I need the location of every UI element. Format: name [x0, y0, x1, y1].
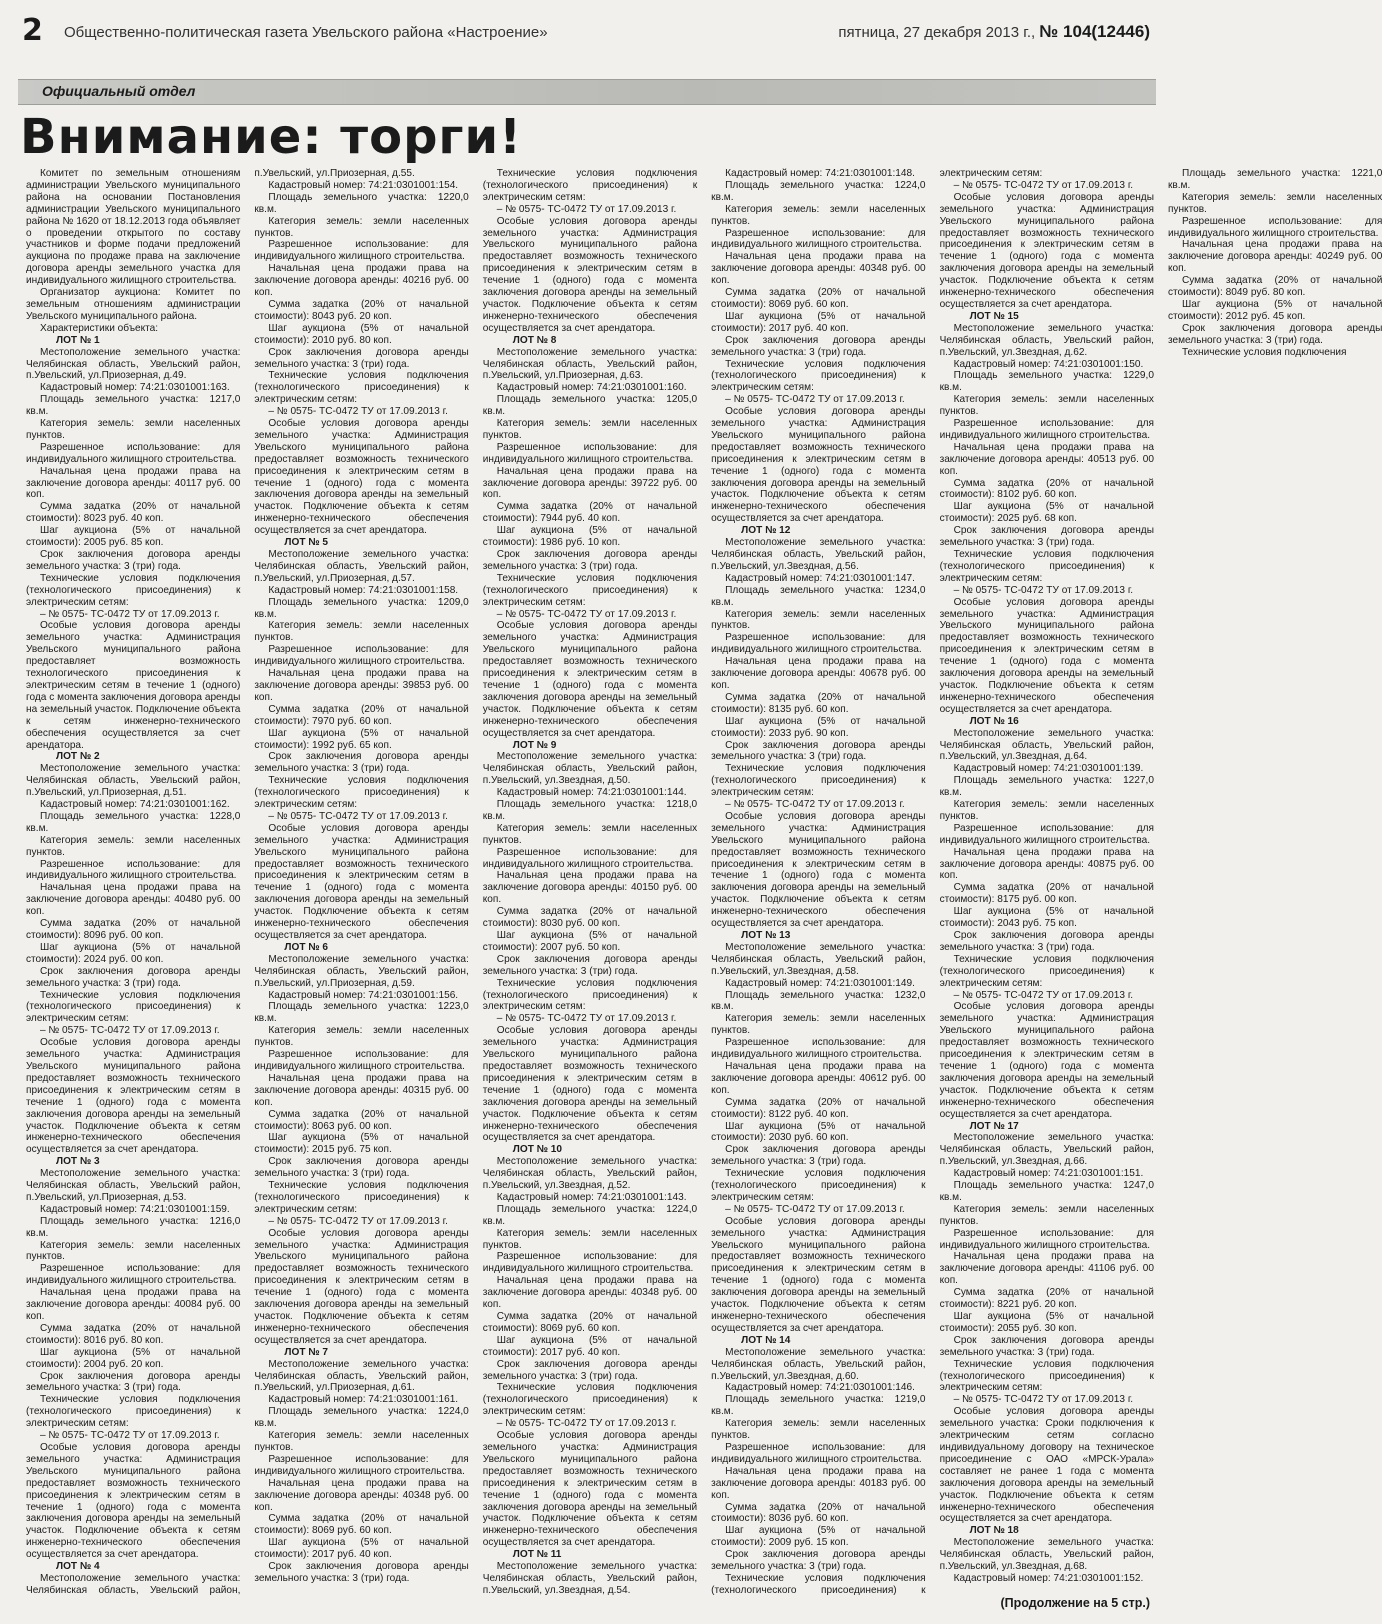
lot-detail: Кадастровый номер: 74:21:0301001:143. — [496, 1191, 687, 1203]
lot-detail: Местоположение земельного участка: Челябинская область, Увельский район, п.Увельский, ул.Звездная, д.52. — [482, 1156, 698, 1192]
lot-detail: Категория земель: земли населенных пунктов. — [254, 1430, 469, 1453]
lot-detail: Срок заключения договора аренды земельного участка: 3 (три) года. — [711, 739, 926, 763]
lot-detail: Кадастровый номер: 74:21:0301001:159. — [40, 1203, 230, 1215]
lot-detail: Шаг аукциона (5% от начальной стоимости): 2010 руб. 80 коп. — [254, 322, 469, 346]
lot-detail: Разрешенное использование: для индивидуального жилищного строительства. — [26, 858, 241, 882]
lot-detail: Местоположение земельного участка: Челябинская область, Увельский район, п.Увельский, ул.Приозерная, д.51. — [26, 763, 241, 799]
lot-detail: Площадь земельного участка: 1221,0 кв.м. — [1167, 168, 1382, 191]
section-bar — [18, 79, 1156, 105]
lot-detail: Категория земель: земли населенных пунктов. — [711, 1418, 926, 1442]
lot-detail: Особые условия договора аренды земельного участка: Администрация Увельского муниципального района предоставляет возможность технического присоединения к электрическим сетям в течение 1 (одного) года с момента заключения договора аренды на земельный участок. Подключение объекта к сетям инженерно-технического обеспечения осуществляется за счет арендатора. — [939, 191, 1154, 310]
lot-heading: ЛОТ № 12 — [741, 525, 791, 537]
lot-detail: Площадь земельного участка: 1232,0 кв.м. — [711, 989, 926, 1013]
lot-detail: Технические условия подключения (технологического присоединения) к электрическим сетям: — [711, 358, 926, 394]
issue-info — [838, 22, 1150, 42]
lot-detail: Разрешенное использование: для индивидуального жилищного строительства. — [254, 1453, 469, 1477]
lot-heading: ЛОТ № 2 — [56, 751, 100, 763]
lot-detail: Разрешенное использование: для индивидуального жилищного строительства. — [26, 1263, 241, 1287]
lot-detail: Разрешенное использование: для индивидуального жилищного строительства. — [482, 441, 698, 465]
lot-detail: Площадь земельного участка: 1205,0 кв.м. — [482, 394, 698, 418]
lot-detail: Технические условия подключения (технологического присоединения) к электрическим сетям: — [711, 763, 926, 799]
lot-detail: Кадастровый номер: 74:21:0301001:149. — [725, 977, 915, 989]
lot-detail: Площадь земельного участка: 1217,0 кв.м. — [26, 394, 241, 418]
lot-detail: Сумма задатка (20% от начальной стоимости): 8036 руб. 60 коп. — [711, 1501, 926, 1525]
lot-detail: Местоположение земельного участка: Челябинская область, Увельский район, п.Увельский, ул.Приозерная, д.61. — [254, 1358, 469, 1394]
lot-detail: – № 0575- ТС-0472 ТУ от 17.09.2013 г. — [40, 1430, 220, 1442]
lot-detail: Особые условия договора аренды земельного участка: Администрация Увельского муниципального района предоставляет возможность технического присоединения к электрическим сетям в течение 1 (одного) года с момента заключения договора аренды на земельный участок. Подключение объекта к сетям инженерно-технического обеспечения осуществляется за счет арендатора. — [26, 1037, 241, 1156]
lot-detail: Технические условия подключения (технологического присоединения) к электрическим сетям: — [939, 1358, 1154, 1394]
lot-detail: Кадастровый номер: 74:21:0301001:148. — [725, 168, 915, 179]
lot-detail: Срок заключения договора аренды земельного участка: 3 (три) года. — [254, 1156, 469, 1180]
lot-detail: Кадастровый номер: 74:21:0301001:156. — [268, 989, 459, 1001]
lot-detail: Местоположение земельного участка: Челябинская область, Увельский район, п.Увельский, ул.Приозерная, д.63. — [482, 346, 698, 382]
lot-detail: Категория земель: земли населенных пунктов. — [254, 215, 469, 239]
lot-detail: Категория земель: земли населенных пунктов. — [711, 1013, 926, 1037]
lot-detail: Начальная цена продажи права на заключение договора аренды: 40150 руб. 00 коп. — [482, 870, 698, 906]
lot-detail: Технические условия подключения (технологического присоединения) к электрическим сетям: — [26, 1394, 241, 1430]
lot-detail: Особые условия договора аренды земельного участка: Сроки подключения к электрическим сетям согласно индивидуальному договору на техническое присоединение с ОАО «МРСК-Урала» составляет не ранее 1 года с момента заключения договора аренды на земельный участок. Подключение объекта к сетям инженерно-технического обеспечения осуществляется за счет арендатора. — [939, 1406, 1154, 1525]
lot-detail: Местоположение земельного участка: Челябинская область, Увельский район, п.Увельский, ул.Звездная, д.50. — [482, 751, 698, 787]
lot-detail: Начальная цена продажи права на заключение договора аренды: 40183 руб. 00 коп. — [711, 1465, 926, 1501]
lot-detail: Шаг аукциона (5% от начальной стоимости): 2012 руб. 45 коп. — [1167, 298, 1382, 322]
lot-detail: Категория земель: земли населенных пунктов. — [711, 608, 926, 632]
lot-detail: Особые условия договора аренды земельного участка: Администрация Увельского муниципального района предоставляет возможность технического присоединения к электрическим сетям в течение 1 (одного) года с момента заключения договора аренды на земельный участок. Подключение объекта к сетям инженерно-технического обеспечения осуществляется за счет арендатора. — [482, 1430, 698, 1549]
issue-date: пятница, 27 декабря 2013 г., — [838, 24, 1036, 41]
lot-detail: – № 0575- ТС-0472 ТУ от 17.09.2013 г. — [40, 1025, 220, 1037]
lot-detail: – № 0575- ТС-0472 ТУ от 17.09.2013 г. — [496, 203, 677, 215]
lot-detail: – № 0575- ТС-0472 ТУ от 17.09.2013 г. — [725, 799, 905, 811]
lot-detail: Кадастровый номер: 74:21:0301001:151. — [953, 1168, 1144, 1180]
lot-detail: Разрешенное использование: для индивидуального жилищного строительства. — [939, 822, 1154, 846]
lot-detail: Начальная цена продажи права на заключение договора аренды: 40875 руб. 00 коп. — [939, 846, 1154, 882]
lot-detail: Технические условия подключения (технологического присоединения) к электрическим сетям: — [482, 977, 698, 1013]
lot-detail: Технические условия подключения (технологического присоединения) к электрическим сетям: — [254, 1180, 469, 1215]
lot-detail: Шаг аукциона (5% от начальной стоимости): 2017 руб. 40 коп. — [254, 1537, 469, 1561]
lot-detail: Сумма задатка (20% от начальной стоимости): 8043 руб. 20 коп. — [254, 298, 469, 322]
lot-detail: Шаг аукциона (5% от начальной стоимости): 2030 руб. 60 коп. — [711, 1120, 926, 1144]
lot-detail: Особые условия договора аренды земельного участка: Администрация Увельского муниципального района предоставляет возможность технического присоединения к электрическим сетям в течение 1 (одного) года с момента заключения договора аренды на земельный участок. Подключение объекта к сетям инженерно-технического обеспечения осуществляется за счет арендатора. — [482, 1025, 698, 1144]
lot-detail: Разрешенное использование: для индивидуального жилищного строительства. — [254, 1049, 469, 1072]
lot-detail: Площадь земельного участка: 1229,0 кв.м. — [939, 370, 1154, 394]
lot-heading: ЛОТ № 16 — [969, 715, 1019, 727]
issue-number: № 104(12446) — [1039, 22, 1150, 41]
lot-detail: Особые условия договора аренды земельного участка: Администрация Увельского муниципального района предоставляет возможность технического присоединения к электрическим сетям в течение 1 (одного) года с момента заключения договора аренды на земельный участок. Подключение объекта к сетям инженерно-технического обеспечения осуществляется за счет арендатора. — [254, 418, 469, 537]
lot-detail: Сумма задатка (20% от начальной стоимости): 7970 руб. 60 коп. — [254, 703, 469, 727]
lot-heading: ЛОТ № 13 — [741, 930, 791, 941]
lot-detail: Срок заключения договора аренды земельного участка: 3 (три) года. — [939, 930, 1154, 953]
lot-heading: ЛОТ № 4 — [56, 1561, 100, 1573]
lot-heading: ЛОТ № 15 — [969, 310, 1019, 322]
lot-heading: ЛОТ № 5 — [284, 537, 328, 549]
lot-detail: Срок заключения договора аренды земельного участка: 3 (три) года. — [254, 346, 469, 370]
lot-detail: Начальная цена продажи права на заключение договора аренды: 40249 руб. 00 коп. — [1167, 239, 1382, 275]
lot-detail: Сумма задатка (20% от начальной стоимости): 8175 руб. 00 коп. — [939, 882, 1154, 906]
lot-detail: – № 0575- ТС-0472 ТУ от 17.09.2013 г. — [953, 584, 1134, 596]
lot-heading: ЛОТ № 11 — [512, 1549, 562, 1561]
lot-heading: ЛОТ № 6 — [284, 941, 328, 953]
lot-detail: Площадь земельного участка: 1216,0 кв.м. — [26, 1215, 241, 1239]
lot-detail: Начальная цена продажи права на заключение договора аренды: 39722 руб. 00 коп. — [482, 465, 698, 501]
lot-detail: Начальная цена продажи права на заключение договора аренды: 40117 руб. 00 коп. — [26, 465, 241, 501]
lot-detail: Технические условия подключения (технологического присоединения) к электрическим сетям: — [482, 168, 698, 203]
lot-detail: Категория земель: земли населенных пунктов. — [254, 1025, 469, 1049]
lot-detail: Срок заключения договора аренды земельного участка: 3 (три) года. — [26, 1370, 241, 1394]
lot-detail: Технические условия подключения (технологического присоединения) к электрическим сетям: — [711, 1168, 926, 1203]
lot-detail: Шаг аукциона (5% от начальной стоимости): 2017 руб. 40 коп. — [711, 310, 926, 334]
lot-detail: Кадастровый номер: 74:21:0301001:161. — [268, 1394, 459, 1406]
lot-detail: Начальная цена продажи права на заключение договора аренды: 40348 руб. 00 коп. — [711, 251, 926, 287]
lot-heading: ЛОТ № 1 — [56, 334, 100, 346]
headline: Внимание: торги! — [20, 109, 523, 165]
lot-detail: Площадь земельного участка: 1209,0 кв.м. — [254, 596, 469, 620]
lot-detail: Срок заключения договора аренды земельного участка: 3 (три) года. — [1167, 322, 1382, 346]
lot-detail: Сумма задатка (20% от начальной стоимости): 8023 руб. 40 коп. — [26, 501, 241, 525]
lot-detail: Сумма задатка (20% от начальной стоимости): 8102 руб. 60 коп. — [939, 477, 1154, 501]
lot-detail: Технические условия подключения (технологического присоединения) к электрическим сетям: — [939, 549, 1154, 584]
lot-detail: Сумма задатка (20% от начальной стоимости): 8221 руб. 20 коп. — [939, 1287, 1154, 1311]
lot-heading: ЛОТ № 14 — [741, 1334, 791, 1346]
lot-detail: Местоположение земельного участка: Челябинская область, Увельский район, п.Увельский, ул.Приозерная, д.57. — [254, 549, 469, 584]
lot-detail: Технические условия подключения (технологического присоединения) к электрическим сетям: — [482, 572, 698, 608]
lot-detail: Площадь земельного участка: 1219,0 кв.м. — [711, 1394, 926, 1418]
lot-detail: – № 0575- ТС-0472 ТУ от 17.09.2013 г. — [268, 406, 448, 418]
page-number: 2 — [22, 13, 43, 48]
lot-detail: Категория земель: земли населенных пунктов. — [482, 418, 698, 441]
lot-detail: Местоположение земельного участка: Челябинская область, Увельский район, п.Увельский, ул.Звездная, д.64. — [939, 727, 1154, 763]
intro-paragraph: Организатор аукциона: Комитет по земельным отношениям администрации Увельского муниципального района. — [26, 287, 241, 322]
lot-detail: Разрешенное использование: для индивидуального жилищного строительства. — [482, 1251, 698, 1275]
lot-detail: Технические условия подключения (технологического присоединения) к электрическим сетям: — [254, 775, 469, 811]
lot-detail: Срок заключения договора аренды земельного участка: 3 (три) года. — [26, 965, 241, 989]
lot-detail: Местоположение земельного участка: Челябинская область, Увельский район, п.Увельский, ул.Приозерная, д.59. — [254, 953, 469, 989]
lot-heading: ЛОТ № 9 — [512, 739, 557, 751]
lot-detail: Технические условия подключения — [1181, 346, 1347, 358]
section-label: Официальный отдел — [42, 83, 196, 99]
lot-detail: Шаг аукциона (5% от начальной стоимости): 2033 руб. 90 коп. — [711, 715, 926, 739]
lot-detail: Площадь земельного участка: 1227,0 кв.м. — [939, 775, 1154, 799]
lot-heading: ЛОТ № 7 — [284, 1346, 328, 1358]
lot-detail: Площадь земельного участка: 1247,0 кв.м. — [939, 1180, 1154, 1203]
lot-detail: Шаг аукциона (5% от начальной стоимости): 2055 руб. 30 коп. — [939, 1311, 1154, 1334]
lot-detail: Местоположение земельного участка: Челябинская область, Увельский район, п.Увельский, ул.Звездная, д.68. — [939, 1537, 1154, 1573]
lot-detail: Разрешенное использование: для индивидуального жилищного строительства. — [26, 441, 241, 465]
lot-detail: Срок заключения договора аренды земельного участка: 3 (три) года. — [939, 1334, 1154, 1358]
lot-detail: Сумма задатка (20% от начальной стоимости): 8069 руб. 60 коп. — [711, 287, 926, 310]
lot-detail: Площадь земельного участка: 1218,0 кв.м. — [482, 799, 698, 822]
lot-detail: Разрешенное использование: для индивидуального жилищного строительства. — [711, 1441, 926, 1465]
lot-detail: Начальная цена продажи права на заключение договора аренды: 41106 руб. 00 коп. — [939, 1251, 1154, 1287]
lot-detail: Шаг аукциона (5% от начальной стоимости): 1986 руб. 10 коп. — [482, 525, 698, 549]
lot-detail: Категория земель: земли населенных пунктов. — [939, 1203, 1154, 1227]
lot-detail: Площадь земельного участка: 1220,0 кв.м. — [254, 191, 469, 215]
lot-detail: Срок заключения договора аренды земельного участка: 3 (три) года. — [254, 751, 469, 775]
lot-detail: – № 0575- ТС-0472 ТУ от 17.09.2013 г. — [953, 1394, 1134, 1406]
lot-detail: Местоположение земельного участка: Челябинская область, Увельский район, п.Увельский, ул.Звездная, д.62. — [939, 322, 1154, 358]
lot-detail: Особые условия договора аренды земельного участка: Администрация Увельского муниципального района предоставляет возможность технологического присоединения к электрическим сетям в течение 1 (одного) года с момента заключения договора аренды на земельный участок. Подключение объекта к сетям инженерно-технического обеспечения осуществляется за счет арендатора. — [26, 620, 241, 751]
lot-detail: Особые условия договора аренды земельного участка: Администрация Увельского муниципального района предоставляет возможность технического присоединения к электрическим сетям в течение 1 (одного) года с момента заключения договора аренды на земельный участок. Подключение объекта к сетям инженерно-технического обеспечения осуществляется за счет арендатора. — [711, 1215, 926, 1334]
lot-detail: Кадастровый номер: 74:21:0301001:162. — [40, 799, 230, 811]
lot-detail: Местоположение земельного участка: Челябинская область, Увельский район, п.Увельский, ул.Приозерная, д.55. — [26, 168, 415, 1596]
lot-detail: Шаг аукциона (5% от начальной стоимости): 2015 руб. 75 коп. — [254, 1132, 469, 1156]
lot-detail: – № 0575- ТС-0472 ТУ от 17.09.2013 г. — [40, 608, 220, 620]
lot-detail: Кадастровый номер: 74:21:0301001:163. — [40, 382, 230, 394]
lot-detail: Сумма задатка (20% от начальной стоимости): 8069 руб. 60 коп. — [482, 1311, 698, 1334]
lot-detail: Срок заключения договора аренды земельного участка: 3 (три) года. — [482, 549, 698, 572]
lot-detail: Разрешенное использование: для индивидуального жилищного строительства. — [939, 1227, 1154, 1251]
lot-detail: Площадь земельного участка: 1224,0 кв.м. — [711, 179, 926, 203]
lot-detail: Срок заключения договора аренды земельного участка: 3 (три) года. — [939, 525, 1154, 549]
lot-detail: Начальная цена продажи права на заключение договора аренды: 40348 руб. 00 коп. — [254, 1477, 469, 1513]
lot-detail: Местоположение земельного участка: Челябинская область, Увельский район, п.Увельский, ул.Звездная, д.56. — [711, 537, 926, 572]
lot-detail: Категория земель: земли населенных пунктов. — [254, 620, 469, 644]
lot-detail: – № 0575- ТС-0472 ТУ от 17.09.2013 г. — [268, 810, 448, 822]
masthead — [0, 0, 1170, 68]
lot-detail: – № 0575- ТС-0472 ТУ от 17.09.2013 г. — [725, 1203, 905, 1215]
lot-detail: Начальная цена продажи права на заключение договора аренды: 40480 руб. 00 коп. — [26, 882, 241, 918]
intro-paragraph: Комитет по земельным отношениям администрации Увельского муниципального района на основании Постановления администрации Увельского муниципального района № 1620 от 18.12.2013 года объявляет о проведении открытого по составу участников и форме подачи предложений аукциона по продаже права на заключение договора аренды земельного участка для индивидуального жилищного строительства. — [26, 168, 241, 287]
lot-detail: Начальная цена продажи права на заключение договора аренды: 40612 руб. 00 коп. — [711, 1060, 926, 1096]
lot-detail: Сумма задатка (20% от начальной стоимости): 8122 руб. 40 коп. — [711, 1096, 926, 1120]
lot-detail: Разрешенное использование: для индивидуального жилищного строительства. — [482, 846, 698, 870]
lot-detail: Шаг аукциона (5% от начальной стоимости): 2017 руб. 40 коп. — [482, 1334, 698, 1358]
lot-detail: Срок заключения договора аренды земельного участка: 3 (три) года. — [26, 549, 241, 572]
lot-detail: Разрешенное использование: для индивидуального жилищного строительства. — [939, 418, 1154, 441]
article-body — [26, 168, 1382, 1608]
lot-detail: Категория земель: земли населенных пунктов. — [1167, 191, 1382, 215]
lot-detail: – № 0575- ТС-0472 ТУ от 17.09.2013 г. — [496, 1013, 677, 1025]
lot-detail: Разрешенное использование: для индивидуального жилищного строительства. — [1167, 215, 1382, 239]
lot-detail: Особые условия договора аренды земельного участка: Администрация Увельского муниципального района предоставляет возможность технического присоединения к электрическим сетям в течение 1 (одного) года с момента заключения договора аренды на земельный участок. Подключение объекта к сетям инженерно-технического обеспечения осуществляется за счет арендатора. — [26, 1441, 241, 1561]
lot-detail: Сумма задатка (20% от начальной стоимости): 8063 руб. 00 коп. — [254, 1108, 469, 1132]
lot-detail: Особые условия договора аренды земельного участка: Администрация Увельского муниципального района предоставляет возможность технического присоединения к электрическим сетям в течение 1 (одного) года с момента заключения договора аренды на земельный участок. Подключение объекта к сетям инженерно-технического обеспечения осуществляется за счет арендатора. — [254, 1227, 469, 1346]
lot-detail: Шаг аукциона (5% от начальной стоимости): 2043 руб. 75 коп. — [939, 906, 1154, 930]
lot-detail: Местоположение земельного участка: Челябинская область, Увельский район, п.Увельский, ул.Приозерная, д.53. — [26, 1168, 241, 1203]
lot-heading: ЛОТ № 10 — [512, 1144, 562, 1156]
lot-detail: Площадь земельного участка: 1228,0 кв.м. — [26, 810, 241, 834]
lot-detail: Шаг аукциона (5% от начальной стоимости): 2009 руб. 15 коп. — [711, 1525, 926, 1549]
lot-detail: Особые условия договора аренды земельного участка: Администрация Увельского муниципального района предоставляет возможность технического присоединения к электрическим сетям в течение 1 (одного) года с момента заключения договора аренды на земельный участок. Подключение объекта к сетям инженерно-технического обеспечения осуществляется за счет арендатора. — [711, 406, 926, 525]
lot-detail: Начальная цена продажи права на заключение договора аренды: 40216 руб. 00 коп. — [254, 263, 469, 299]
lot-detail: – № 0575- ТС-0472 ТУ от 17.09.2013 г. — [496, 1418, 677, 1430]
lot-detail: Категория земель: земли населенных пунктов. — [482, 1227, 698, 1251]
lot-detail: Местоположение земельного участка: Челябинская область, Увельский район, п.Увельский, ул.Звездная, д.58. — [711, 941, 926, 977]
lot-detail: Начальная цена продажи права на заключение договора аренды: 40513 руб. 00 коп. — [939, 441, 1154, 477]
lot-detail: Площадь земельного участка: 1234,0 кв.м. — [711, 584, 926, 608]
lot-detail: Разрешенное использование: для индивидуального жилищного строительства. — [254, 239, 469, 263]
lot-detail: Особые условия договора аренды земельного участка: Администрация Увельского муниципального района предоставляет возможность технического присоединения к электрическим сетям в течение 1 (одного) года с момента заключения договора аренды на земельный участок. Подключение объекта к сетям инженерно-технического обеспечения осуществляется за счет арендатора. — [254, 822, 469, 941]
lot-detail: Технические условия подключения (технологического присоединения) к электрическим сетям: — [482, 1382, 698, 1418]
lot-detail: Технические условия подключения (технологического присоединения) к электрическим сетям: — [26, 572, 241, 608]
lot-detail: Категория земель: земли населенных пунктов. — [711, 203, 926, 227]
lot-detail: Особые условия договора аренды земельного участка: Администрация Увельского муниципального района предоставляет возможность технического присоединения к электрическим сетям в течение 1 (одного) года с момента заключения договора аренды на земельный участок. Подключение объекта к сетям инженерно-технического обеспечения осуществляется за счет арендатора. — [482, 620, 698, 739]
lot-detail: Разрешенное использование: для индивидуального жилищного строительства. — [254, 644, 469, 668]
lot-detail: Технические условия подключения (технологического присоединения) к электрическим сетям: — [711, 168, 1043, 1596]
lot-detail: – № 0575- ТС-0472 ТУ от 17.09.2013 г. — [953, 989, 1134, 1001]
lot-detail: Особые условия договора аренды земельного участка: Администрация Увельского муниципального района предоставляет возможность технического присоединения к электрическим сетям в течение 1 (одного) года с момента заключения договора аренды на земельный участок. Подключение объекта к сетям инженерно-технического обеспечения осуществляется за счет арендатора. — [939, 596, 1154, 715]
lot-detail: Категория земель: земли населенных пунктов. — [26, 1239, 241, 1263]
lot-detail: Технические условия подключения (технологического присоединения) к электрическим сетям: — [254, 370, 469, 406]
lot-detail: Срок заключения договора аренды земельного участка: 3 (три) года. — [711, 1549, 926, 1573]
lot-detail: Особые условия договора аренды земельного участка: Администрация Увельского муниципального района предоставляет возможность технического присоединения к электрическим сетям в течение 1 (одного) года с момента заключения договора аренды на земельный участок. Подключение объекта к сетям инженерно-технического обеспечения осуществляется за счет арендатора. — [482, 215, 698, 334]
lot-detail: Местоположение земельного участка: Челябинская область, Увельский район, п.Увельский, ул.Приозерная, д.49. — [26, 346, 241, 382]
lot-detail: Особые условия договора аренды земельного участка: Администрация Увельского муниципального района предоставляет возможность технического присоединения к электрическим сетям в течение 1 (одного) года с момента заключения договора аренды на земельный участок. Подключение объекта к сетям инженерно-технического обеспечения осуществляется за счет арендатора. — [711, 810, 926, 930]
lot-detail: Местоположение земельного участка: Челябинская область, Увельский район, п.Увельский, ул.Звездная, д.54. — [482, 1561, 698, 1596]
lot-detail: Срок заключения договора аренды земельного участка: 3 (три) года. — [482, 1358, 698, 1382]
lot-detail: Начальная цена продажи права на заключение договора аренды: 40315 руб. 00 коп. — [254, 1072, 469, 1108]
lot-detail: Срок заключения договора аренды земельного участка: 3 (три) года. — [254, 1561, 469, 1584]
lot-detail: Кадастровый номер: 74:21:0301001:160. — [496, 382, 687, 394]
lot-heading: ЛОТ № 17 — [969, 1120, 1019, 1132]
lot-detail: Разрешенное использование: для индивидуального жилищного строительства. — [711, 1037, 926, 1061]
lot-detail: Разрешенное использование: для индивидуального жилищного строительства. — [711, 227, 926, 251]
lot-detail: Шаг аукциона (5% от начальной стоимости): 2025 руб. 68 коп. — [939, 501, 1154, 525]
lot-detail: Сумма задатка (20% от начальной стоимости): 8049 руб. 80 коп. — [1167, 275, 1382, 299]
newspaper-title: Общественно-политическая газета Увельского района «Настроение» — [64, 24, 548, 41]
lot-detail: Сумма задатка (20% от начальной стоимости): 8069 руб. 60 коп. — [254, 1513, 469, 1537]
lot-detail: Особые условия договора аренды земельного участка: Администрация Увельского муниципального района предоставляет возможность технического присоединения к электрическим сетям в течение 1 (одного) года с момента заключения договора аренды на земельный участок. Подключение объекта к сетям инженерно-технического обеспечения осуществляется за счет арендатора. — [939, 1001, 1154, 1120]
lot-detail: Технические условия подключения (технологического присоединения) к электрическим сетям: — [26, 989, 241, 1025]
lot-detail: Сумма задатка (20% от начальной стоимости): 8030 руб. 00 коп. — [482, 906, 698, 930]
lot-detail: Срок заключения договора аренды земельного участка: 3 (три) года. — [711, 334, 926, 358]
lot-detail: Кадастровый номер: 74:21:0301001:158. — [268, 584, 459, 596]
continuation-note: (Продолжение на 5 стр.) — [1000, 1596, 1150, 1610]
lot-detail: Местоположение земельного участка: Челябинская область, Увельский район, п.Увельский, ул.Звездная, д.60. — [711, 1346, 926, 1382]
lot-detail: Кадастровый номер: 74:21:0301001:144. — [496, 787, 687, 799]
lot-detail: Категория земель: земли населенных пунктов. — [939, 394, 1154, 418]
lot-detail: Сумма задатка (20% от начальной стоимости): 7944 руб. 40 коп. — [482, 501, 698, 525]
lot-detail: Площадь земельного участка: 1224,0 кв.м. — [482, 1203, 698, 1227]
lot-detail: Сумма задатка (20% от начальной стоимости): 8016 руб. 80 коп. — [26, 1322, 241, 1346]
lot-detail: Кадастровый номер: 74:21:0301001:147. — [725, 572, 915, 584]
lot-detail: Срок заключения договора аренды земельного участка: 3 (три) года. — [482, 953, 698, 977]
lot-detail: Сумма задатка (20% от начальной стоимости): 8096 руб. 00 коп. — [26, 918, 241, 941]
lot-detail: Шаг аукциона (5% от начальной стоимости): 2007 руб. 50 коп. — [482, 930, 698, 953]
lot-detail: Кадастровый номер: 74:21:0301001:146. — [725, 1382, 915, 1394]
lot-detail: Шаг аукциона (5% от начальной стоимости): 2004 руб. 20 коп. — [26, 1346, 241, 1370]
lot-detail: – № 0575- ТС-0472 ТУ от 17.09.2013 г. — [496, 608, 677, 620]
lot-detail: Площадь земельного участка: 1224,0 кв.м. — [254, 1406, 469, 1430]
lot-detail: Местоположение земельного участка: Челябинская область, Увельский район, п.Увельский, ул.Звездная, д.66. — [939, 1132, 1154, 1168]
lot-detail: Начальная цена продажи права на заключение договора аренды: 39853 руб. 00 коп. — [254, 668, 469, 703]
lot-detail: – № 0575- ТС-0472 ТУ от 17.09.2013 г. — [268, 1215, 448, 1227]
lot-detail: Начальная цена продажи права на заключение договора аренды: 40084 руб. 00 коп. — [26, 1287, 241, 1322]
lot-detail: Сумма задатка (20% от начальной стоимости): 8135 руб. 60 коп. — [711, 691, 926, 715]
lot-detail: Начальная цена продажи права на заключение договора аренды: 40678 руб. 00 коп. — [711, 656, 926, 691]
lot-detail: Кадастровый номер: 74:21:0301001:139. — [953, 763, 1144, 775]
lot-detail: – № 0575- ТС-0472 ТУ от 17.09.2013 г. — [953, 179, 1134, 191]
lot-detail: Технические условия подключения (технологического присоединения) к электрическим сетям: — [939, 953, 1154, 989]
lot-detail: Категория земель: земли населенных пунктов. — [939, 799, 1154, 822]
intro-paragraph: Характеристики объекта: — [40, 322, 159, 334]
lot-detail: Категория земель: земли населенных пунктов. — [482, 822, 698, 846]
lot-detail: Шаг аукциона (5% от начальной стоимости): 2024 руб. 00 коп. — [26, 941, 241, 965]
lot-detail: Разрешенное использование: для индивидуального жилищного строительства. — [711, 632, 926, 656]
lot-detail: Кадастровый номер: 74:21:0301001:150. — [953, 358, 1144, 370]
lot-heading: ЛОТ № 18 — [969, 1525, 1019, 1537]
lot-detail: Кадастровый номер: 74:21:0301001:154. — [268, 179, 459, 191]
lot-detail: Шаг аукциона (5% от начальной стоимости): 1992 руб. 65 коп. — [254, 727, 469, 751]
lot-detail: Категория земель: земли населенных пунктов. — [26, 418, 241, 441]
lot-detail: Кадастровый номер: 74:21:0301001:152. — [953, 1572, 1144, 1584]
lot-heading: ЛОТ № 8 — [512, 334, 557, 346]
lot-heading: ЛОТ № 3 — [56, 1156, 100, 1168]
lot-detail: – № 0575- ТС-0472 ТУ от 17.09.2013 г. — [725, 394, 905, 406]
lot-detail: Срок заключения договора аренды земельного участка: 3 (три) года. — [711, 1144, 926, 1168]
lot-detail: Категория земель: земли населенных пунктов. — [26, 834, 241, 858]
lot-detail: Площадь земельного участка: 1223,0 кв.м. — [254, 1001, 469, 1025]
lot-detail: Шаг аукциона (5% от начальной стоимости): 2005 руб. 85 коп. — [26, 525, 241, 549]
lot-detail: Начальная цена продажи права на заключение договора аренды: 40348 руб. 00 коп. — [482, 1275, 698, 1311]
